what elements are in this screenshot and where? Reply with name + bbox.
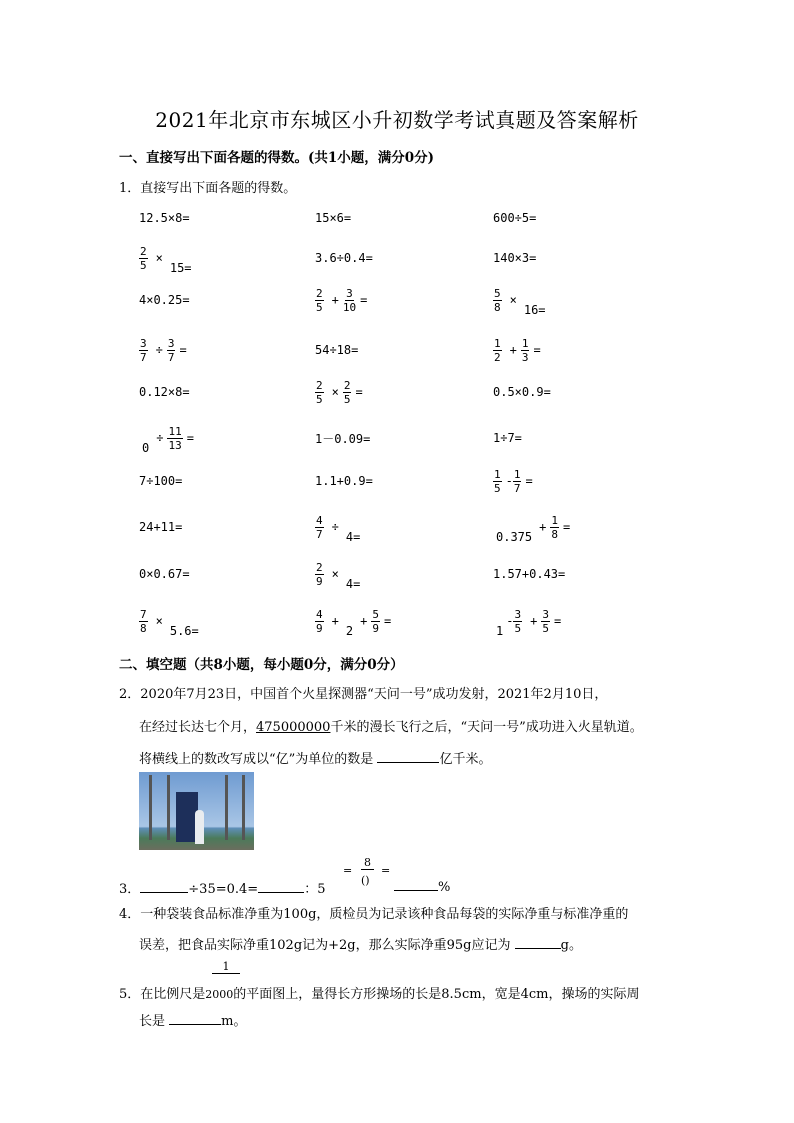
calc-item bbox=[315, 554, 363, 594]
fraction-numerator: 1 bbox=[521, 336, 529, 350]
fraction-numerator: 5 bbox=[372, 607, 379, 621]
calc-text: 0.12×8= bbox=[139, 385, 190, 399]
fraction-numerator: 1 bbox=[551, 513, 558, 527]
q3-text-a: ÷35=0.4= bbox=[188, 882, 259, 897]
calc-text: 1－0.09= bbox=[315, 431, 371, 446]
operator: + bbox=[331, 293, 339, 307]
fraction-denominator: 10 bbox=[342, 300, 357, 314]
operator: ÷ bbox=[156, 431, 164, 445]
question-4-line-1: 4．一种袋装食品标准净重为100g，质检员为记录该种食品每袋的实际净重与标准净重的 bbox=[119, 907, 629, 922]
calc-item bbox=[139, 198, 190, 238]
fraction-denominator: 5 bbox=[494, 481, 501, 495]
scale-denominator: 2000 bbox=[205, 988, 234, 1001]
operator: + bbox=[360, 614, 368, 628]
fraction-denominator: 8 bbox=[140, 621, 147, 635]
calc-item bbox=[139, 507, 182, 547]
fraction-denominator: 8 bbox=[551, 527, 558, 541]
calc-text: 600÷5= bbox=[493, 211, 537, 225]
fraction-numerator: 2 bbox=[316, 560, 323, 574]
calc-text: 54÷18= bbox=[315, 343, 359, 357]
question-2-line-1: 2．2020年7月23日，中国首个火星探测器“天问一号”成功发射，2021年2月10日， bbox=[119, 687, 608, 702]
fraction-denominator: 9 bbox=[372, 621, 379, 635]
calc-text: = bbox=[525, 474, 533, 488]
fraction-denominator: () bbox=[361, 874, 370, 887]
operator: × bbox=[509, 293, 517, 307]
fraction-numerator: 3 bbox=[542, 607, 549, 621]
calc-item bbox=[139, 554, 190, 594]
q3-number: 3． bbox=[119, 882, 141, 897]
fraction-numerator: 3 bbox=[140, 336, 147, 350]
calc-item bbox=[139, 280, 190, 320]
fraction bbox=[315, 608, 324, 635]
calc-term: 0.375 bbox=[496, 530, 533, 544]
equals-sign: = bbox=[343, 864, 353, 877]
calc-text: = bbox=[383, 614, 392, 628]
calc-item bbox=[493, 418, 522, 458]
fraction-denominator: 7 bbox=[140, 350, 147, 364]
calc-text: 7÷100= bbox=[139, 474, 183, 488]
fraction-numerator: 8 bbox=[361, 856, 374, 870]
calc-text: 3.6÷0.4= bbox=[315, 251, 373, 265]
q2-text-d: 亿千米。 bbox=[439, 752, 492, 767]
equals-sign: = bbox=[381, 864, 391, 877]
calc-text: 12.5×8= bbox=[139, 211, 190, 225]
q3-text-b: ：5 bbox=[304, 882, 326, 897]
fraction-numerator: 2 bbox=[316, 286, 323, 300]
fraction-numerator: 4 bbox=[316, 513, 323, 527]
fraction-numerator: 1 bbox=[513, 467, 521, 481]
answer-blank[interactable] bbox=[169, 1012, 221, 1025]
calc-text: 1÷7= bbox=[493, 431, 522, 445]
calc-item bbox=[139, 461, 182, 501]
fraction bbox=[493, 337, 502, 364]
calc-item bbox=[493, 330, 541, 370]
fraction-numerator: 3 bbox=[167, 336, 175, 350]
fraction bbox=[315, 561, 324, 588]
fraction bbox=[493, 468, 502, 495]
fraction bbox=[315, 287, 324, 314]
calc-text: = bbox=[186, 431, 194, 445]
calc-item bbox=[315, 198, 351, 238]
question-2-line-3 bbox=[139, 748, 491, 767]
fraction bbox=[493, 287, 502, 314]
fraction-denominator: 13 bbox=[168, 438, 182, 452]
operator: + bbox=[331, 614, 339, 628]
answer-blank[interactable] bbox=[258, 880, 304, 893]
calc-item bbox=[493, 238, 536, 278]
q2-text-a: 在经过长达七个月， bbox=[139, 720, 257, 735]
fraction bbox=[167, 337, 176, 364]
question-5-line-2 bbox=[139, 1010, 246, 1029]
fraction bbox=[343, 379, 352, 406]
fraction-denominator: 7 bbox=[167, 350, 175, 364]
fraction-numerator: 1 bbox=[494, 467, 501, 481]
fraction bbox=[139, 337, 148, 364]
calc-term: 5.6= bbox=[169, 624, 199, 638]
answer-blank[interactable] bbox=[394, 878, 438, 891]
fraction-numerator: 1 bbox=[494, 336, 501, 350]
q5-text-a: 5．在比例尺是 bbox=[119, 987, 206, 1002]
fraction-numerator: 2 bbox=[140, 244, 147, 258]
fraction bbox=[315, 514, 324, 541]
calc-item bbox=[315, 461, 373, 501]
fraction bbox=[139, 608, 148, 635]
fraction-numerator: 3 bbox=[346, 286, 353, 300]
fraction bbox=[541, 608, 550, 635]
scale-numerator: 1 bbox=[212, 960, 240, 974]
calc-item bbox=[315, 238, 373, 278]
operator: + bbox=[539, 520, 547, 534]
fraction bbox=[371, 608, 380, 635]
question-1-text: 1．直接写出下面各题的得数。 bbox=[119, 181, 297, 196]
calc-item bbox=[315, 507, 363, 547]
fraction-denominator: 2 bbox=[494, 350, 501, 364]
calc-item bbox=[493, 280, 549, 320]
calc-text: = bbox=[360, 293, 368, 307]
section-1-heading: 一、直接写出下面各题的得数。(共1小题，满分0分) bbox=[119, 150, 435, 166]
q5-text-b: 的平面图上，量得长方形操场的长是8.5cm，宽是4cm，操场的实际周 bbox=[233, 987, 640, 1002]
calc-term: 4= bbox=[345, 577, 361, 591]
calc-text: 1.1+0.9= bbox=[315, 474, 373, 488]
calc-text: 24+11= bbox=[139, 520, 183, 534]
underlined-number: 475000000 bbox=[256, 720, 331, 735]
fraction bbox=[513, 608, 522, 635]
operator: + bbox=[530, 614, 538, 628]
calc-item bbox=[139, 238, 195, 278]
q4-text: 误差，把食品实际净重102g记为+2g，那么实际净重95g应记为 bbox=[139, 938, 511, 953]
calc-text: 140×3= bbox=[493, 251, 537, 265]
fraction bbox=[315, 379, 324, 406]
calc-item bbox=[493, 372, 551, 412]
operator: × bbox=[155, 614, 163, 628]
q2-text-b: 千米的漫长飞行之后，“天问一号”成功进入火星轨道。 bbox=[330, 720, 643, 735]
question-3 bbox=[119, 878, 325, 897]
operator: + bbox=[509, 343, 517, 357]
fraction-denominator: 9 bbox=[316, 621, 323, 635]
question-5-line-1 bbox=[119, 983, 639, 1002]
calc-item bbox=[139, 372, 190, 412]
calc-item bbox=[493, 198, 536, 238]
q5-unit: m。 bbox=[221, 1014, 247, 1029]
fraction-denominator: 5 bbox=[542, 621, 549, 635]
q4-unit: g。 bbox=[560, 938, 582, 953]
calc-term: 0 bbox=[142, 441, 150, 455]
fraction bbox=[521, 337, 530, 364]
fraction-denominator: 5 bbox=[140, 258, 147, 272]
calc-text: 0×0.67= bbox=[139, 567, 190, 581]
question-4-line-2 bbox=[139, 934, 582, 953]
calc-item bbox=[315, 280, 367, 320]
calc-term: 1 bbox=[496, 624, 504, 638]
fraction-denominator: 8 bbox=[494, 300, 501, 314]
q5-text-c: 长是 bbox=[139, 1014, 166, 1029]
calc-text: = bbox=[533, 343, 541, 357]
operator: × bbox=[331, 567, 339, 581]
rocket-launch-photo bbox=[139, 772, 254, 850]
fraction-numerator: 7 bbox=[140, 607, 147, 621]
fraction-numerator: 2 bbox=[316, 378, 323, 392]
calc-text: = bbox=[553, 614, 562, 628]
answer-blank[interactable] bbox=[515, 936, 561, 949]
fraction-denominator: 5 bbox=[343, 392, 351, 406]
calc-text: - bbox=[505, 474, 513, 488]
calc-item bbox=[493, 461, 533, 501]
calc-text: = bbox=[355, 385, 363, 399]
calc-term: 2 bbox=[345, 624, 354, 638]
fraction bbox=[550, 514, 559, 541]
fraction-numerator: 11 bbox=[168, 424, 182, 438]
calc-item bbox=[315, 418, 370, 458]
section-2-heading: 二、填空题（共8小题，每小题0分，满分0分） bbox=[119, 657, 404, 673]
document-title: 2021年北京市东城区小升初数学考试真题及答案解析 bbox=[155, 108, 639, 132]
calc-text: 0.5×0.9= bbox=[493, 385, 551, 399]
fraction-numerator: 2 bbox=[343, 378, 351, 392]
percent-sign: % bbox=[438, 880, 451, 895]
calc-text: 4×0.25= bbox=[139, 293, 190, 307]
calc-item bbox=[139, 418, 194, 458]
calc-item bbox=[315, 601, 391, 641]
operator: ÷ bbox=[331, 520, 339, 534]
answer-blank[interactable] bbox=[377, 750, 439, 763]
calc-text: - bbox=[506, 614, 514, 628]
fraction-numerator: 3 bbox=[514, 607, 522, 621]
calc-item bbox=[493, 554, 565, 594]
calc-term: 16= bbox=[523, 303, 546, 317]
fraction bbox=[167, 425, 182, 452]
operator: × bbox=[155, 251, 163, 265]
calc-item bbox=[493, 601, 561, 641]
calc-item bbox=[139, 601, 202, 641]
fraction-numerator: 4 bbox=[316, 607, 323, 621]
q2-text-c: 将横线上的数改写成以“亿”为单位的数是 bbox=[139, 752, 374, 767]
question-2-line-2 bbox=[139, 716, 643, 735]
calc-item bbox=[493, 507, 570, 547]
fraction-denominator: 5 bbox=[514, 621, 522, 635]
calc-text: 15×6= bbox=[315, 211, 352, 225]
calc-item bbox=[315, 372, 363, 412]
fraction-denominator: 5 bbox=[316, 300, 323, 314]
fraction bbox=[513, 468, 522, 495]
fraction-denominator: 7 bbox=[513, 481, 521, 495]
fraction bbox=[139, 245, 148, 272]
fraction-denominator: 5 bbox=[316, 392, 323, 406]
calc-term: 4= bbox=[345, 530, 361, 544]
calc-term: 15= bbox=[169, 261, 192, 275]
calc-item bbox=[139, 330, 187, 370]
answer-blank[interactable] bbox=[140, 880, 188, 893]
calc-text: = bbox=[562, 520, 571, 534]
operator: × bbox=[331, 385, 339, 399]
calc-text: 1.57+0.43= bbox=[493, 567, 566, 581]
fraction bbox=[343, 287, 356, 314]
calc-text: = bbox=[179, 343, 187, 357]
fraction-denominator: 3 bbox=[521, 350, 529, 364]
calc-item bbox=[315, 330, 358, 370]
operator: ÷ bbox=[155, 343, 163, 357]
fraction-numerator: 5 bbox=[494, 286, 501, 300]
fraction-denominator: 9 bbox=[316, 574, 323, 588]
fraction-denominator: 7 bbox=[316, 527, 323, 541]
